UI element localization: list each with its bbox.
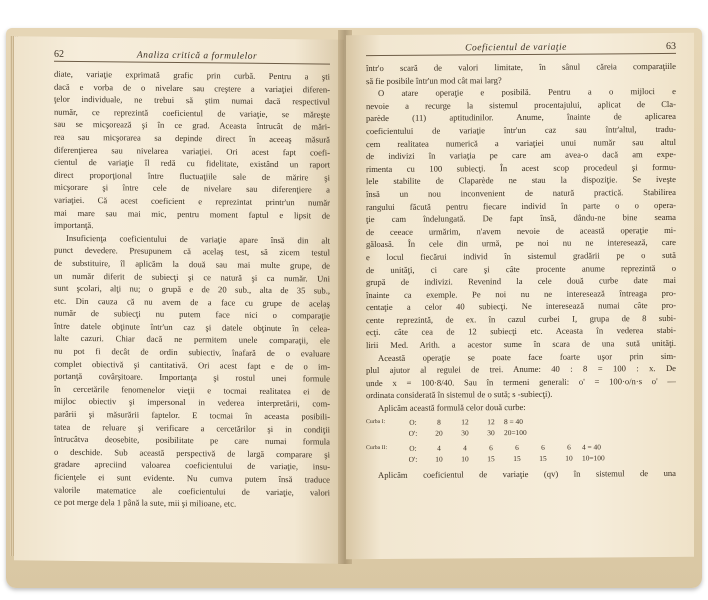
- text-line: o deschide. Sub această perspectivă de largă comparare şi: [54, 446, 330, 460]
- right-page: [346, 33, 694, 559]
- text-line: diate, variaţie exprimată grafic prin curbă. Pentru a şti: [54, 68, 330, 82]
- table-cell: 4: [463, 442, 467, 453]
- text-line: ordinata considerată în sistemul de o sută; s -subiecţi).: [366, 389, 553, 401]
- text-line: Insuficienţa coeficientului de variaţie apare însă din alt: [66, 232, 330, 246]
- text-line: complet obiectivă şi cantitativă. Ori acest fapt e de o im-: [54, 358, 330, 372]
- left-page-body: [54, 68, 330, 512]
- text-line: între datele obţinute într'un caz şi datele obţinute în celea-: [54, 320, 330, 334]
- row-symbol: O':: [408, 428, 418, 438]
- table-cell: 15: [487, 453, 495, 463]
- table-cell: 8 = 40: [504, 416, 523, 426]
- right-page-body: [366, 60, 676, 415]
- table-cell: 30: [487, 427, 495, 437]
- table-cell: 10: [461, 453, 469, 464]
- left-page: [14, 36, 344, 563]
- text-line: nevoie a recurge la sistemul procentajului, aplicat de Cla-: [366, 98, 676, 111]
- table-row: [366, 426, 676, 439]
- text-line: Aplicăm această formulă celor două curbe:: [378, 401, 526, 414]
- text-line: lalte cazuri. Chiar dacă ne permitem unele comparaţii, ele: [54, 333, 330, 347]
- text-line: Aplicăm coeficientul de variaţie (qv) în sistemul de una: [378, 467, 676, 480]
- text-line: grupă de indivizi. Revenind la cele două curbe date mai: [366, 275, 676, 288]
- table-cell: 20=100: [504, 427, 527, 437]
- text-line: direct proporţional între fluctuaţiile sale de mărire şi: [54, 169, 330, 183]
- text-line: într'o scară de valori limitate, în sânul căreia comparaţiile: [366, 60, 676, 74]
- table-cell: 10: [565, 453, 573, 463]
- text-line: gradare apreciind valoarea coeficientului de variaţie, insu-: [54, 459, 330, 472]
- text-line: rangului făcută pentru fiecare individ în parte o o opera-: [366, 199, 676, 212]
- table-cell: 12: [461, 416, 469, 427]
- text-line: portanţă covârşitoare. Importanţa şi rostul unei formule: [54, 370, 330, 384]
- text-line: plul ajutor al regulei de trei. Anume: 40 : 8 = 100 : x. De: [366, 363, 676, 376]
- row-symbol: O':: [408, 454, 418, 464]
- text-line: găloasă. În cele din urmă, pe noi nu ne interesează, care: [366, 237, 676, 250]
- text-line: sau se micşorează şi în ce grad. Aceasta întrucât de mări-: [54, 119, 330, 132]
- text-line: cente reprezintă, de ex. în cazul curbei I, grupa de 8 subi-: [366, 312, 676, 325]
- text-line: număr, ce reprezintă coeficientul de variaţie, se măreşte: [54, 106, 330, 120]
- text-line: centaţie a celor 40 subiecţi. Ne interesează numai câte pro-: [366, 300, 676, 313]
- text-line: mai mare sau mai mic, pentru moment faptul e lipsit de: [54, 207, 330, 221]
- table-cell: 30: [461, 427, 469, 438]
- text-line: micşorare şi între cele de nivelare sau diferenţiere a: [54, 182, 330, 195]
- text-line: rimenta cu 100 subiecţi. În acest scop procedeul şi formu-: [366, 161, 676, 174]
- table-cell: 12: [487, 416, 495, 426]
- text-line: Această operaţie se poate face foarte uşor prin sim-: [378, 350, 676, 363]
- table-cell: 15: [513, 453, 521, 463]
- text-line: ce pot merge dela 1 până la sute, mii şi milioane, etc.: [54, 496, 237, 509]
- text-line: întrucâtva deosebite, posibilitate pe care numai formula: [54, 433, 330, 447]
- text-line: cem realitatea numerică a variaţiei unui număr sau altul: [366, 136, 676, 149]
- text-line: ţelor individuale, ne trebui să ştim numai dacă respectivul: [54, 93, 330, 107]
- text-line: lele stabilite de Claparède ne stau la dispoziţie. Se iveşte: [366, 174, 676, 187]
- text-line: dacă e vorba de o nivelare sau creştere a variaţiei diferen-: [54, 81, 330, 95]
- text-line: înainte ca exemple. Pe noi nu ne interesează întreaga pro-: [366, 287, 676, 300]
- text-line: un număr diferit de subiecţi şi ce natură şi ca număr. Uni: [54, 270, 330, 284]
- curve-label: Curba II:: [366, 444, 388, 451]
- text-line: ţie cam îndelungată. De fapt însă, dându-ne bine seama: [366, 212, 676, 225]
- text-line: de substituire, îl aplicăm la două sau mai multe grupe, de: [54, 257, 330, 271]
- table-cell: 6: [489, 442, 493, 452]
- left-running-title: Analiza critică a formulelor: [136, 50, 258, 62]
- text-line: mijloc obiectiv şi impersonal in vederea interpretării, com-: [54, 396, 330, 410]
- text-line: punct devedere. Presupunem că acelaş test, să zicem testul: [54, 245, 330, 258]
- text-line: diferenţierea sau nivelarea variaţiei. Ori acest fapt coefi-: [54, 144, 330, 158]
- text-line: O atare operaţie e posibilă. Pentru a o mijloci e: [378, 86, 676, 99]
- left-running-head: [54, 49, 330, 65]
- text-line: lirii Med. Arith. a acestor sume în scara de una sută unităţi.: [366, 337, 676, 351]
- table-row: [366, 452, 676, 465]
- table-cell: 6: [515, 442, 519, 452]
- table-cell: 4 = 40: [582, 442, 601, 452]
- curves-table: [366, 415, 676, 465]
- text-line: valorile matematice ale coeficientului de variaţie, valori: [54, 484, 330, 498]
- table-cell: 4: [437, 443, 441, 453]
- text-line: variaţiei. Că acest coeficient e reprezintat printr'un număr: [54, 194, 330, 208]
- curve-label: Curba I:: [366, 418, 386, 425]
- text-line: e locul fiecărui individ în sistemul gradării pe o sută: [366, 249, 676, 262]
- right-running-head: [366, 41, 676, 56]
- text-line: unde x = 100·8/40. Sau în termeni generali: o' = 100·o/n·s o' —: [366, 375, 676, 388]
- text-line: însă un nou inconvenient de natură practică. Stabilirea: [366, 186, 676, 200]
- text-line: importanţă.: [54, 219, 94, 231]
- table-cell: 10=100: [582, 453, 605, 463]
- text-line: coeficientului de variaţie într'un caz sau într'altul, tradu-: [366, 123, 676, 137]
- right-page-number: 63: [666, 40, 676, 52]
- text-line: număr de subiecţi nu putem face nici o comparaţie: [54, 307, 330, 321]
- text-line: ecţi. câte cea de 12 subiecţi etc. Aceasta în vederea stabi-: [366, 325, 676, 338]
- text-line: de unităţi, ci care şi câte procente anume reprezintă o: [366, 262, 676, 275]
- text-line: să fie posibile într'un mod cât mai larg?: [366, 74, 502, 86]
- text-line: de ceeace urmărim, n'avem nevoie de această operaţie mi-: [366, 224, 676, 237]
- table-cell: 10: [435, 454, 443, 464]
- row-symbol: O:: [409, 417, 417, 427]
- text-line: rea sau micşorarea sa depinde direct în aceeaş măsură: [54, 131, 330, 145]
- table-cell: 15: [539, 453, 547, 463]
- text-line: etc. Din cauza că nu avem de a face cu grupe de acelaş: [54, 295, 330, 309]
- text-line: tatea de reluare şi verificare a cercetărilor şi in condiţii: [54, 421, 330, 435]
- text-line: ficienţele ei sunt evidente. Nu cumva putem însă traduce: [54, 471, 330, 485]
- text-line: în cercetările fenomenelor vieţii e tocmai realitatea ei de: [54, 383, 330, 397]
- row-symbol: O:: [409, 443, 417, 453]
- text-line: de indivizi în variaţia pe care am avea-o dacă am expe-: [366, 149, 676, 162]
- right-running-title: Coeficientul de variaţie: [465, 42, 567, 54]
- table-cell: 8: [437, 417, 441, 427]
- text-line: cientul de variaţie îl redă cu fidelitate, existând un raport: [54, 156, 330, 170]
- table-cell: 20: [435, 428, 443, 438]
- right-page-body-bottom: [366, 467, 676, 482]
- text-line: nu pot fi decât de ordin subiectiv, înafară de o evaluare: [54, 345, 330, 359]
- text-line: sunt şcolari, alţi nu; o grupă e de 20 sub., alta de 35 sub.,: [54, 282, 330, 296]
- table-cell: 6: [541, 442, 545, 452]
- left-page-number: 62: [54, 48, 64, 60]
- table-cell: 6: [567, 442, 571, 452]
- text-line: parède (11) aptitudinilor. Anume, înainte de aplicarea: [366, 111, 676, 124]
- text-line: parării şi măsurării faptelor. E tocmai în aceasta posibili-: [54, 408, 330, 422]
